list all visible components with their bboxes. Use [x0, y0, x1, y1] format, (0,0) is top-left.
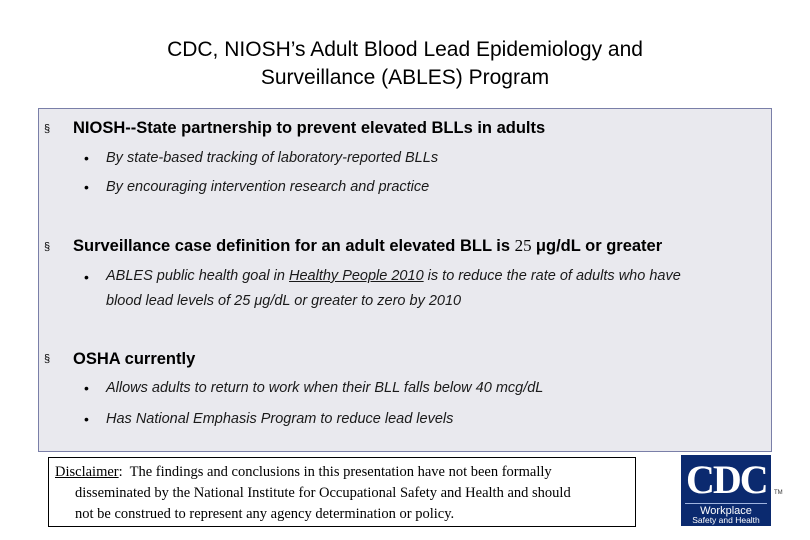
bullet-heading-osha: OSHA currently	[73, 350, 196, 368]
sub-bullet-ables-goal	[106, 264, 766, 314]
logo-word: Workplace	[700, 505, 752, 517]
sub-bullet-marker: •	[84, 179, 89, 195]
sub-bullet-tracking: By state-based tracking of laboratory-reported BLLs	[106, 150, 439, 166]
healthy-people-link[interactable]: Healthy People 2010	[289, 268, 424, 284]
disclaimer-box	[48, 457, 636, 527]
disclaimer-line-2: disseminated by the National Institute for Occupational Safety and Health and should	[75, 485, 571, 501]
goal-text-start: ABLES public health goal in	[106, 268, 289, 284]
logo-tagline: Safety and Health	[692, 515, 760, 525]
trademark-mark: TM	[774, 490, 783, 496]
disclaimer-line-1: The findings and conclusions in this presentation have not been formally	[122, 464, 552, 480]
sub-bullet-return-to-work: Allows adults to return to work when their BLL falls below 40 mcg/dL	[106, 380, 544, 396]
sub-bullet-marker: •	[84, 380, 89, 396]
heading-unit: μg/dL or greater	[535, 237, 663, 255]
goal-text-line2: blood lead levels of 25 μg/dL or greater to zero by 2010	[106, 293, 462, 309]
bullet-marker: §	[44, 353, 51, 365]
sub-bullet-intervention: By encouraging intervention research and practice	[106, 179, 430, 195]
disclaimer-label: Disclaimer	[55, 464, 119, 480]
cdc-workplace-logo	[681, 455, 771, 526]
sub-bullet-emphasis-program: Has National Emphasis Program to reduce lead levels	[106, 411, 454, 427]
logo-divider	[685, 503, 767, 504]
sub-bullet-marker: •	[84, 269, 89, 285]
disclaimer-colon: :	[118, 464, 123, 480]
bullet-marker: §	[44, 123, 51, 135]
disclaimer-line-3: not be construed to represent any agency determination or policy.	[75, 506, 455, 522]
sub-bullet-marker: •	[84, 150, 89, 166]
heading-text: Surveillance case definition for an adult elevated BLL is	[73, 237, 515, 255]
bullet-heading-partnership: NIOSH--State partnership to prevent elevated BLLs in adults	[73, 119, 546, 137]
sub-bullet-marker: •	[84, 411, 89, 427]
bullet-marker: §	[44, 241, 51, 253]
title-line-1: CDC, NIOSH’s Adult Blood Lead Epidemiology and	[167, 38, 643, 61]
bullet-heading-case-definition	[73, 235, 662, 257]
logo-mark: CDC	[686, 457, 767, 502]
goal-text-end: is to reduce the rate of adults who have	[423, 268, 681, 284]
slide-title	[40, 36, 770, 92]
heading-value: 25	[514, 236, 536, 255]
title-line-2: Surveillance (ABLES) Program	[260, 66, 550, 89]
